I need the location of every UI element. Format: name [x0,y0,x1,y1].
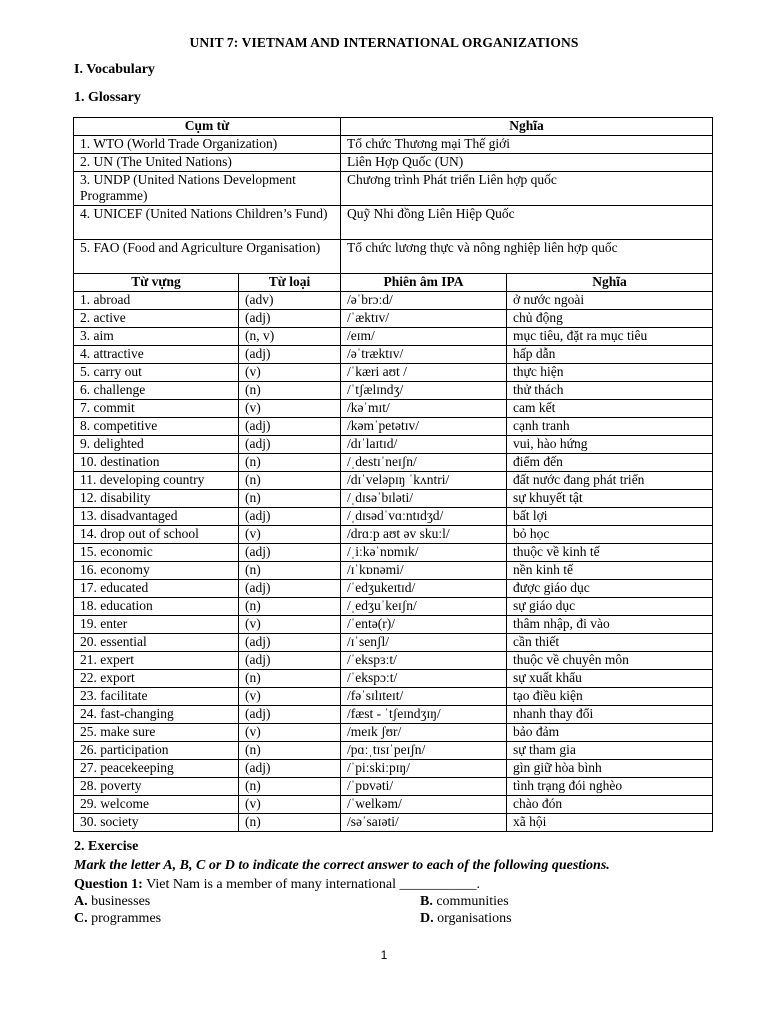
question-1 [74,877,480,893]
vocab-word: 3. aim [74,328,239,346]
vocab-row [74,796,713,814]
org-meaning: Tổ chức lương thực và nông nghiệp liên hợp quốc [341,240,713,274]
vocab-type: (adj) [239,310,341,328]
vocab-row [74,292,713,310]
vocab-word: 1. abroad [74,292,239,310]
vocab-word: 20. essential [74,634,239,652]
org-phrase: 3. UNDP (United Nations Development Programme) [74,172,341,206]
vocab-row [74,760,713,778]
vocab-ipa: /ɪˈkɒnəmi/ [341,562,507,580]
vocab-type: (n) [239,814,341,832]
vocab-row [74,706,713,724]
vocab-meaning: thâm nhập, đi vào [507,616,713,634]
vocab-ipa: /kəˈmɪt/ [341,400,507,418]
vocab-row [74,400,713,418]
vocab-meaning: sự xuất khẩu [507,670,713,688]
option-a-text: businesses [87,894,151,909]
vocab-header-row [74,274,713,292]
org-meaning: Chương trình Phát triển Liên hợp quốc [341,172,713,206]
vocab-meaning: cạnh tranh [507,418,713,436]
vocab-type: (v) [239,400,341,418]
vocab-ipa: /dɪˈveləpɪŋ ˈkʌntri/ [341,472,507,490]
vocab-word: 7. commit [74,400,239,418]
vocab-ipa: /meɪk ʃʊr/ [341,724,507,742]
org-row [74,154,713,172]
org-row [74,240,713,274]
org-meaning: Tổ chức Thương mại Thế giới [341,136,713,154]
vocab-meaning: hấp dẫn [507,346,713,364]
vocab-ipa: /ˈentə(r)/ [341,616,507,634]
vocab-meaning: bất lợi [507,508,713,526]
vocab-word: 5. carry out [74,364,239,382]
vocab-row [74,364,713,382]
org-phrase: 1. WTO (World Trade Organization) [74,136,341,154]
vocab-meaning: thuộc về kinh tế [507,544,713,562]
vocab-meaning: bảo đảm [507,724,713,742]
vocab-row [74,508,713,526]
option-b [420,894,509,910]
vocab-ipa: /pɑːˌtɪsɪˈpeɪʃn/ [341,742,507,760]
vocab-row [74,436,713,454]
vocab-ipa: /ˈpɒvəti/ [341,778,507,796]
vocab-meaning: chào đón [507,796,713,814]
vocab-header-type: Từ loại [239,274,341,292]
section-heading-vocabulary: I. Vocabulary [74,62,155,77]
vocab-row [74,562,713,580]
org-phrase: 5. FAO (Food and Agriculture Organisation) [74,240,341,274]
question-1-label: Question 1: [74,877,143,892]
vocab-word: 21. expert [74,652,239,670]
vocab-ipa: /ˈkæri aʊt / [341,364,507,382]
subsection-heading-glossary: 1. Glossary [74,90,141,105]
vocab-row [74,544,713,562]
vocab-meaning: tình trạng đói nghèo [507,778,713,796]
exercise-instruction: Mark the letter A, B, C or D to indicate the correct answer to each of the following questions. [74,858,610,873]
vocab-word: 27. peacekeeping [74,760,239,778]
vocab-row [74,598,713,616]
vocab-word: 6. challenge [74,382,239,400]
vocab-ipa: /əˈtræktɪv/ [341,346,507,364]
vocab-ipa: /kəmˈpetətɪv/ [341,418,507,436]
vocab-word: 12. disability [74,490,239,508]
vocab-ipa: /ˌiːkəˈnɒmɪk/ [341,544,507,562]
vocab-row [74,454,713,472]
vocab-row [74,346,713,364]
option-c [74,911,161,927]
vocab-type: (adj) [239,436,341,454]
vocab-type: (v) [239,688,341,706]
vocab-row [74,580,713,598]
vocab-meaning: cần thiết [507,634,713,652]
option-d-letter: D. [420,911,434,926]
vocab-row [74,652,713,670]
vocab-ipa: /ˌdɪsədˈvɑːntɪdʒd/ [341,508,507,526]
vocab-type: (n) [239,382,341,400]
vocab-row [74,472,713,490]
option-b-letter: B. [420,894,433,909]
org-row [74,206,713,240]
vocab-row [74,526,713,544]
vocab-ipa: /drɑːp aʊt əv skuːl/ [341,526,507,544]
vocab-ipa: /ˈæktɪv/ [341,310,507,328]
vocab-meaning: được giáo dục [507,580,713,598]
vocab-header-meaning: Nghĩa [507,274,713,292]
vocab-meaning: thử thách [507,382,713,400]
vocab-type: (adj) [239,706,341,724]
option-b-text: communities [432,894,509,909]
question-1-text: Viet Nam is a member of many international ___________. [142,877,481,892]
vocab-type: (n) [239,562,341,580]
vocab-type: (v) [239,796,341,814]
vocab-meaning: nhanh thay đổi [507,706,713,724]
vocab-type: (n) [239,670,341,688]
vocab-meaning: xã hội [507,814,713,832]
vocab-word: 8. competitive [74,418,239,436]
vocab-meaning: ở nước ngoài [507,292,713,310]
vocab-type: (n) [239,490,341,508]
vocab-word: 11. developing country [74,472,239,490]
org-phrase: 2. UN (The United Nations) [74,154,341,172]
vocab-type: (adv) [239,292,341,310]
vocab-ipa: /ˈekspɜːt/ [341,652,507,670]
org-meaning: Quỹ Nhi đồng Liên Hiệp Quốc [341,206,713,240]
vocab-type: (v) [239,724,341,742]
vocab-ipa: /əˈbrɔːd/ [341,292,507,310]
glossary-table-body [74,118,713,832]
vocab-word: 10. destination [74,454,239,472]
vocab-ipa: /fəˈsɪlɪteɪt/ [341,688,507,706]
org-meaning: Liên Hợp Quốc (UN) [341,154,713,172]
org-header-phrase: Cụm từ [74,118,341,136]
vocab-meaning: gìn giữ hòa bình [507,760,713,778]
vocab-type: (adj) [239,544,341,562]
option-a [74,894,150,910]
vocab-row [74,418,713,436]
vocab-ipa: /fæst - ˈtʃeɪndʒɪŋ/ [341,706,507,724]
vocab-row [74,634,713,652]
vocab-meaning: sự giáo dục [507,598,713,616]
vocab-meaning: sự tham gia [507,742,713,760]
vocab-row [74,328,713,346]
vocab-word: 14. drop out of school [74,526,239,544]
vocab-word: 4. attractive [74,346,239,364]
vocab-row [74,814,713,832]
vocab-row [74,670,713,688]
vocab-ipa: /ˈtʃælɪndʒ/ [341,382,507,400]
vocab-row [74,490,713,508]
vocab-word: 16. economy [74,562,239,580]
vocab-word: 25. make sure [74,724,239,742]
vocab-meaning: nền kinh tế [507,562,713,580]
vocab-ipa: /eɪm/ [341,328,507,346]
vocab-ipa: /ɪˈsenʃl/ [341,634,507,652]
vocab-header-ipa: Phiên âm IPA [341,274,507,292]
vocab-row [74,382,713,400]
org-header-meaning: Nghĩa [341,118,713,136]
org-phrase: 4. UNICEF (United Nations Children’s Fund) [74,206,341,240]
vocab-meaning: thuộc về chuyên môn [507,652,713,670]
page-title: UNIT 7: VIETNAM AND INTERNATIONAL ORGANIZATIONS [189,35,579,50]
vocab-meaning: thực hiện [507,364,713,382]
vocab-ipa: /səˈsaɪəti/ [341,814,507,832]
vocab-word: 29. welcome [74,796,239,814]
vocab-ipa: /dɪˈlaɪtɪd/ [341,436,507,454]
vocab-word: 17. educated [74,580,239,598]
vocab-type: (n) [239,778,341,796]
option-d-text: organisations [433,911,512,926]
vocab-meaning: đất nước đang phát triển [507,472,713,490]
vocab-type: (adj) [239,634,341,652]
vocab-type: (adj) [239,508,341,526]
vocab-row [74,688,713,706]
vocab-header-word: Từ vựng [74,274,239,292]
vocab-type: (n) [239,598,341,616]
vocab-word: 9. delighted [74,436,239,454]
vocab-type: (n) [239,472,341,490]
glossary-table [73,117,713,832]
option-a-letter: A. [74,894,88,909]
vocab-word: 28. poverty [74,778,239,796]
vocab-type: (v) [239,364,341,382]
vocab-type: (adj) [239,580,341,598]
org-header-row [74,118,713,136]
vocab-ipa: /ˌdɪsəˈbɪləti/ [341,490,507,508]
vocab-type: (v) [239,526,341,544]
vocab-type: (adj) [239,652,341,670]
vocab-meaning: bỏ học [507,526,713,544]
org-row [74,172,713,206]
vocab-word: 24. fast-changing [74,706,239,724]
vocab-type: (n) [239,454,341,472]
vocab-ipa: /ˈwelkəm/ [341,796,507,814]
option-c-text: programmes [87,911,162,926]
vocab-meaning: cam kết [507,400,713,418]
vocab-ipa: /ˈpiːskiːpɪŋ/ [341,760,507,778]
vocab-type: (n, v) [239,328,341,346]
option-c-letter: C. [74,911,88,926]
vocab-word: 30. society [74,814,239,832]
vocab-meaning: điểm đến [507,454,713,472]
page-number: 1 [380,948,388,962]
vocab-type: (adj) [239,418,341,436]
vocab-word: 23. facilitate [74,688,239,706]
vocab-row [74,310,713,328]
vocab-row [74,616,713,634]
vocab-type: (v) [239,616,341,634]
vocab-ipa: /ˌedʒuˈkeɪʃn/ [341,598,507,616]
vocab-word: 13. disadvantaged [74,508,239,526]
vocab-type: (adj) [239,346,341,364]
vocab-word: 22. export [74,670,239,688]
vocab-word: 26. participation [74,742,239,760]
option-d [420,911,512,927]
vocab-row [74,742,713,760]
vocab-ipa: /ˌdestɪˈneɪʃn/ [341,454,507,472]
org-row [74,136,713,154]
vocab-meaning: tạo điều kiện [507,688,713,706]
vocab-meaning: chủ động [507,310,713,328]
vocab-row [74,724,713,742]
vocab-meaning: sự khuyết tật [507,490,713,508]
vocab-ipa: /ˈedʒukeɪtɪd/ [341,580,507,598]
exercise-heading: 2. Exercise [74,839,139,854]
vocab-type: (adj) [239,760,341,778]
vocab-meaning: vui, hào hứng [507,436,713,454]
vocab-word: 15. economic [74,544,239,562]
vocab-row [74,778,713,796]
vocab-word: 18. education [74,598,239,616]
vocab-word: 19. enter [74,616,239,634]
vocab-type: (n) [239,742,341,760]
vocab-word: 2. active [74,310,239,328]
vocab-ipa: /ˈekspɔːt/ [341,670,507,688]
vocab-meaning: mục tiêu, đặt ra mục tiêu [507,328,713,346]
